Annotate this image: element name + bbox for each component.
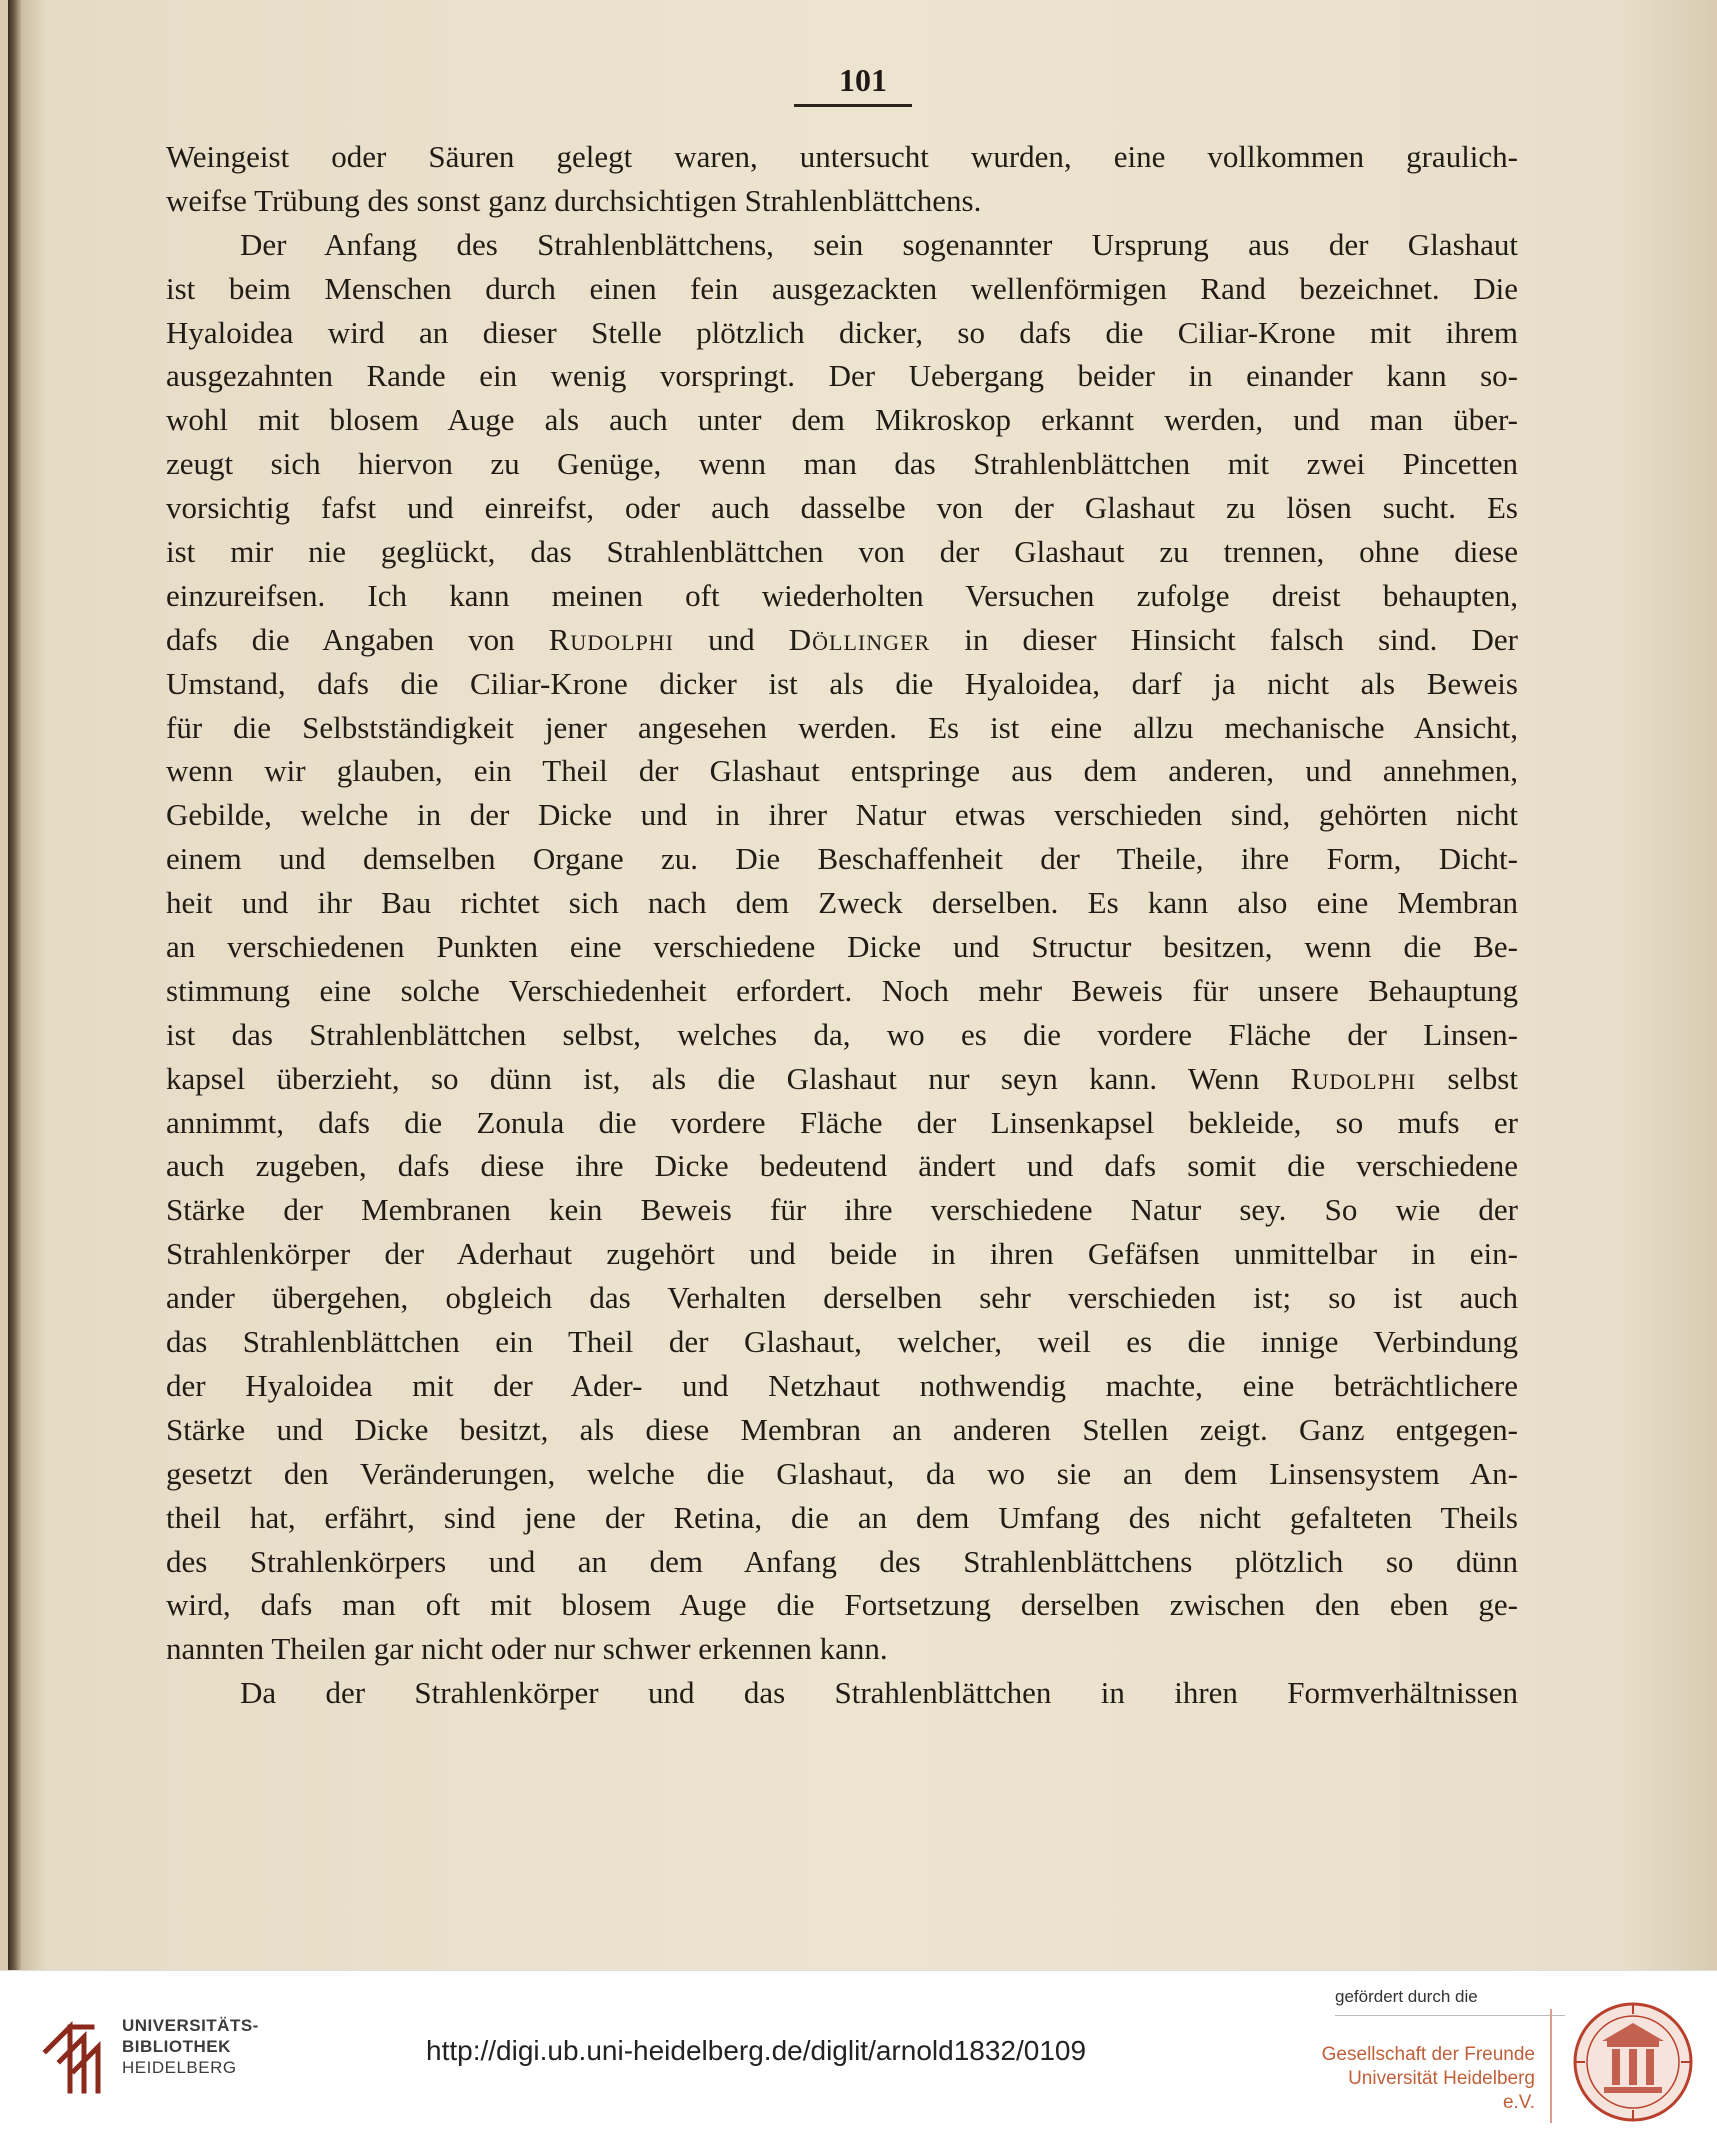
text-line: auch zugeben, dafs diese ihre Dicke bedeutend ändert und dafs somit die verschiedene <box>166 1148 1518 1184</box>
text-segment: und <box>673 621 789 657</box>
text-line: Der Anfang des Strahlenblättchens, sein sogenannter Ursprung aus der Glashaut <box>240 226 1518 262</box>
author-name: Rudolphi <box>548 621 674 657</box>
text-line <box>166 618 1518 662</box>
text-segment: in dieser Hinsicht falsch sind. Der <box>930 621 1518 657</box>
text-line: annimmt, dafs die Zonula die vordere Fläche der Linsenkapsel bekleide, so mufs er <box>166 1104 1518 1140</box>
sponsor-rule <box>1335 2015 1565 2016</box>
library-name-line3: HEIDELBERG <box>122 2058 237 2077</box>
library-name-line2: BIBLIOTHEK <box>122 2037 231 2056</box>
text-line: Stärke und Dicke besitzt, als diese Membran an anderen Stellen zeigt. Ganz entgegen- <box>166 1411 1518 1447</box>
library-name[interactable] <box>122 2015 259 2078</box>
text-line: Gebilde, welche in der Dicke und in ihrer Natur etwas verschieden sind, gehörten nicht <box>166 797 1518 833</box>
text-line: wohl mit blosem Auge als auch unter dem Mikroskop erkannt werden, und man über- <box>166 402 1518 438</box>
text-line: einem und demselben Organe zu. Die Beschaffenheit der Theile, ihre Form, Dicht- <box>166 841 1518 877</box>
sponsor-name-line2: Universität Heidelberg e.V. <box>1348 2068 1535 2113</box>
body-text <box>166 135 1518 1715</box>
page-number-rule <box>794 104 912 107</box>
text-segment: selbst <box>1416 1060 1518 1096</box>
text-line: stimmung eine solche Verschiedenheit erfordert. Noch mehr Beweis für unsere Behauptung <box>166 972 1518 1008</box>
text-line: weifse Trübung des sonst ganz durchsichtigen Strahlenblättchens. <box>166 182 982 218</box>
sponsor-name[interactable] <box>1320 2043 1535 2115</box>
text-segment: kapsel überzieht, so dünn ist, als die Glashaut nur seyn kann. Wenn <box>166 1060 1291 1096</box>
text-line: theil hat, erfährt, sind jene der Retina, die an dem Umfang des nicht gefalteten Theils <box>166 1499 1518 1535</box>
text-line: Stärke der Membranen kein Beweis für ihre verschiedene Natur sey. So wie der <box>166 1192 1518 1228</box>
text-line: ist mir nie geglückt, das Strahlenblättchen von der Glashaut zu trennen, ohne diese <box>166 534 1518 570</box>
text-line: vorsichtig fafst und einreifst, oder auch dasselbe von der Glashaut zu lösen sucht. Es <box>166 490 1518 526</box>
text-line: ander übergehen, obgleich das Verhalten derselben sehr verschieden ist; so ist auch <box>166 1280 1518 1316</box>
text-line: für die Selbstständigkeit jener angesehen werden. Es ist eine allzu mechanische Ansicht, <box>166 709 1518 745</box>
text-line: des Strahlenkörpers und an dem Anfang des Strahlenblättchens plötzlich so dünn <box>166 1543 1518 1579</box>
sponsor-name-line1: Gesellschaft der Freunde <box>1321 2044 1535 2065</box>
text-segment: dafs die Angaben von <box>166 621 549 657</box>
text-line: ist das Strahlenblättchen selbst, welches da, wo es die vordere Fläche der Linsen- <box>166 1016 1518 1052</box>
text-line: an verschiedenen Punkten eine verschiedene Dicke und Structur besitzen, wenn die Be- <box>166 929 1518 965</box>
text-line: ausgezahnten Rande ein wenig vorspringt. Der Uebergang beider in einander kann so- <box>166 358 1518 394</box>
text-line: Weingeist oder Säuren gelegt waren, untersucht wurden, eine vollkommen graulich- <box>166 139 1518 174</box>
text-line: das Strahlenblättchen ein Theil der Glashaut, welcher, weil es die innige Verbindung <box>166 1324 1518 1360</box>
scanned-book-page <box>8 0 1708 1970</box>
permalink-url[interactable]: http://digi.ub.uni-heidelberg.de/diglit/arnold1832/0109 <box>426 2035 1087 2066</box>
society-seal-icon <box>1572 2001 1694 2123</box>
author-name: Döllinger <box>788 621 931 657</box>
text-line: Umstand, dafs die Ciliar-Krone dicker ist als die Hyaloidea, darf ja nicht als Beweis <box>166 665 1518 701</box>
digitization-footer <box>0 1970 1717 2135</box>
university-library-logo-icon[interactable] <box>40 2011 112 2095</box>
text-line: Da der Strahlenkörper und das Strahlenblättchen in ihren Formverhältnissen <box>240 1675 1518 1711</box>
text-line: nannten Theilen gar nicht oder nur schwer erkennen kann. <box>166 1631 888 1667</box>
text-line: gesetzt den Veränderungen, welche die Glashaut, da wo sie an dem Linsensystem An- <box>166 1455 1518 1491</box>
text-line: Hyaloidea wird an dieser Stelle plötzlich dicker, so dafs die Ciliar-Krone mit ihrem <box>166 314 1518 350</box>
sponsor-divider <box>1550 2009 1552 2123</box>
text-line: heit und ihr Bau richtet sich nach dem Zweck derselben. Es kann also eine Membran <box>166 885 1518 921</box>
page-number: 101 <box>839 62 887 98</box>
text-line: einzureifsen. Ich kann meinen oft wiederholten Versuchen zufolge dreist behaupten, <box>166 577 1518 613</box>
text-line: zeugt sich hiervon zu Genüge, wenn man das Strahlenblättchen mit zwei Pincetten <box>166 446 1518 482</box>
author-name: Rudolphi <box>1290 1060 1417 1096</box>
text-line: ist beim Menschen durch einen fein ausgezackten wellenförmigen Rand bezeichnet. Die <box>166 270 1518 306</box>
text-line: der Hyaloidea mit der Ader- und Netzhaut nothwendig machte, eine beträchtlichere <box>166 1367 1518 1403</box>
sponsor-intro: gefördert durch die <box>1335 1987 1478 2006</box>
text-line <box>166 1057 1518 1101</box>
library-name-line1: UNIVERSITÄTS- <box>122 2016 259 2035</box>
text-line: wird, dafs man oft mit blosem Auge die Fortsetzung derselben zwischen den eben ge- <box>166 1587 1518 1623</box>
text-line: wenn wir glauben, ein Theil der Glashaut entspringe aus dem anderen, und annehmen, <box>166 753 1518 789</box>
text-line: Strahlenkörper der Aderhaut zugehört und beide in ihren Gefäfsen unmittelbar in ein- <box>166 1236 1518 1272</box>
